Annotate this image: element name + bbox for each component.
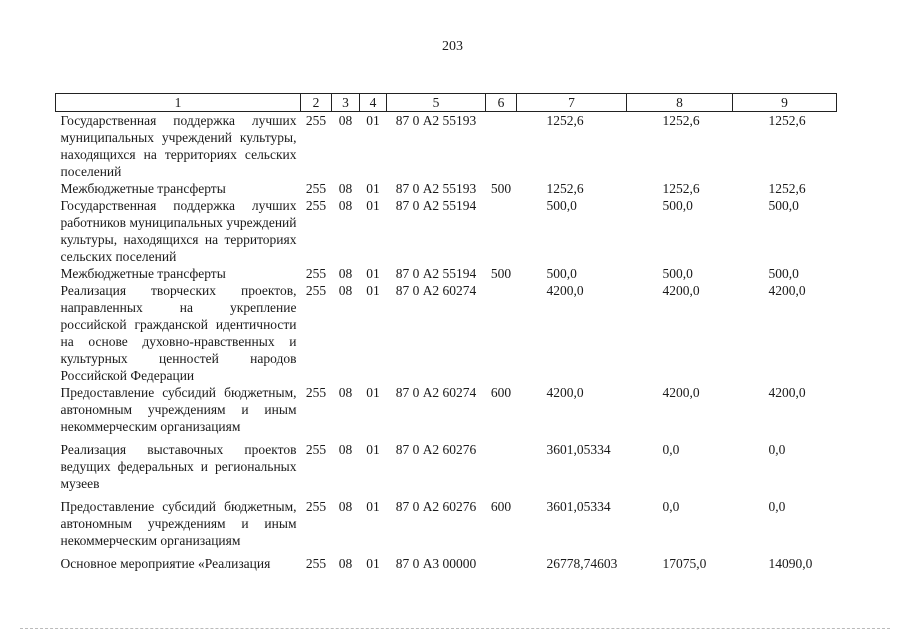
cell-expense-type: 600 [490,385,512,400]
budget-table [55,93,837,572]
cell-expense-type: 500 [490,266,512,281]
cell-subsection: 01 [366,113,380,128]
column-header-4: 4 [360,94,387,112]
row-name: Межбюджетные трансферты [60,266,226,281]
cell-amount-7: 1252,6 [546,181,584,196]
cell-expense-type: 500 [490,181,512,196]
cell-expense-type [486,112,517,181]
cell-amount-8: 0,0 [662,442,680,457]
page-number: 203 [442,39,463,54]
cell-amount-9: 14090,0 [768,556,813,571]
cell-amount-8: 4200,0 [662,385,700,400]
table-row [56,549,837,572]
cell-section: 08 [338,113,353,128]
column-header-8: 8 [627,94,733,112]
cell-amount-7: 1252,6 [546,113,584,128]
cell-target-article: 87 0 А2 55193 [395,181,477,196]
cell-section: 08 [338,198,353,213]
table-row [56,197,837,265]
row-name: Реализация выставочных проектов ведущих федеральных и региональных музеев [60,442,297,491]
cell-target-article: 87 0 А3 00000 [395,556,477,571]
cell-subsection: 01 [366,283,380,298]
cell-expense-type: 600 [490,499,512,514]
cell-amount-7: 3601,05334 [546,442,611,457]
row-name: Предоставление субсидий бюджетным, автономным учреждениям и иным некоммерческим организациям [60,499,297,548]
cell-subsection: 01 [366,442,380,457]
cell-amount-9: 4200,0 [768,283,806,298]
cell-code: 255 [305,283,327,298]
cell-target-article: 87 0 А2 60276 [395,442,477,457]
cell-amount-7: 500,0 [546,198,577,213]
cell-target-article: 87 0 А2 55194 [395,266,477,281]
cell-section: 08 [338,181,353,196]
row-name: Государственная поддержка лучших работников муниципальных учреждений культуры, находящихся на территориях сельских поселений [60,198,297,264]
table-row [56,435,837,492]
cell-amount-8: 500,0 [662,266,693,281]
cell-amount-8: 0,0 [662,499,680,514]
cell-code: 255 [305,499,327,514]
cell-code: 255 [305,442,327,457]
cell-subsection: 01 [366,181,380,196]
cell-expense-type [486,282,517,384]
column-header-1: 1 [56,94,301,112]
column-header-2: 2 [301,94,332,112]
cell-section: 08 [338,266,353,281]
cell-amount-7: 4200,0 [546,385,584,400]
cell-amount-7: 26778,74603 [546,556,618,571]
cell-section: 08 [338,499,353,514]
cell-code: 255 [305,556,327,571]
table-header-row [56,94,837,112]
row-name: Реализация творческих проектов, направленных на укрепление российской гражданской идентичности на основе духовно-нравственных и культурных ценностей народов Российской Федерации [60,283,297,383]
table-row [56,112,837,181]
column-header-5: 5 [387,94,486,112]
cell-amount-7: 500,0 [546,266,577,281]
cell-section: 08 [338,556,353,571]
cell-code: 255 [305,113,327,128]
cell-target-article: 87 0 А2 55194 [395,198,477,213]
cell-expense-type [486,435,517,492]
table-row [56,180,837,197]
cell-amount-8: 4200,0 [662,283,700,298]
cell-expense-type [486,197,517,265]
cell-amount-9: 1252,6 [768,181,806,196]
cell-target-article: 87 0 А2 60276 [395,499,477,514]
cell-code: 255 [305,266,327,281]
column-header-7: 7 [517,94,627,112]
cell-subsection: 01 [366,198,380,213]
cell-amount-9: 0,0 [768,499,786,514]
cell-code: 255 [305,385,327,400]
cell-amount-8: 1252,6 [662,113,700,128]
cell-target-article: 87 0 А2 60274 [395,283,477,298]
cell-code: 255 [305,181,327,196]
cell-subsection: 01 [366,266,380,281]
cell-target-article: 87 0 А2 55193 [395,113,477,128]
row-name: Основное мероприятие «Реализация [60,556,271,571]
row-name: Межбюджетные трансферты [60,181,226,196]
row-name: Предоставление субсидий бюджетным, автономным учреждениям и иным некоммерческим организациям [60,385,297,434]
cell-amount-9: 0,0 [768,442,786,457]
cell-section: 08 [338,283,353,298]
row-name: Государственная поддержка лучших муниципальных учреждений культуры, находящихся на территориях сельских поселений [60,113,297,179]
cell-code: 255 [305,198,327,213]
column-header-9: 9 [733,94,837,112]
cell-subsection: 01 [366,385,380,400]
cell-expense-type [486,549,517,572]
cell-amount-8: 17075,0 [662,556,707,571]
cell-subsection: 01 [366,499,380,514]
cell-amount-8: 500,0 [662,198,693,213]
table-row [56,265,837,282]
cell-amount-9: 1252,6 [768,113,806,128]
cell-amount-9: 500,0 [768,198,799,213]
column-header-3: 3 [332,94,360,112]
cell-amount-9: 500,0 [768,266,799,281]
cell-section: 08 [338,442,353,457]
table-row [56,384,837,435]
cell-section: 08 [338,385,353,400]
column-header-6: 6 [486,94,517,112]
cell-amount-8: 1252,6 [662,181,700,196]
cell-target-article: 87 0 А2 60274 [395,385,477,400]
cell-amount-7: 4200,0 [546,283,584,298]
cell-amount-9: 4200,0 [768,385,806,400]
cell-subsection: 01 [366,556,380,571]
cell-amount-7: 3601,05334 [546,499,611,514]
table-row [56,282,837,384]
table-row [56,492,837,549]
scan-edge-line [20,628,890,629]
